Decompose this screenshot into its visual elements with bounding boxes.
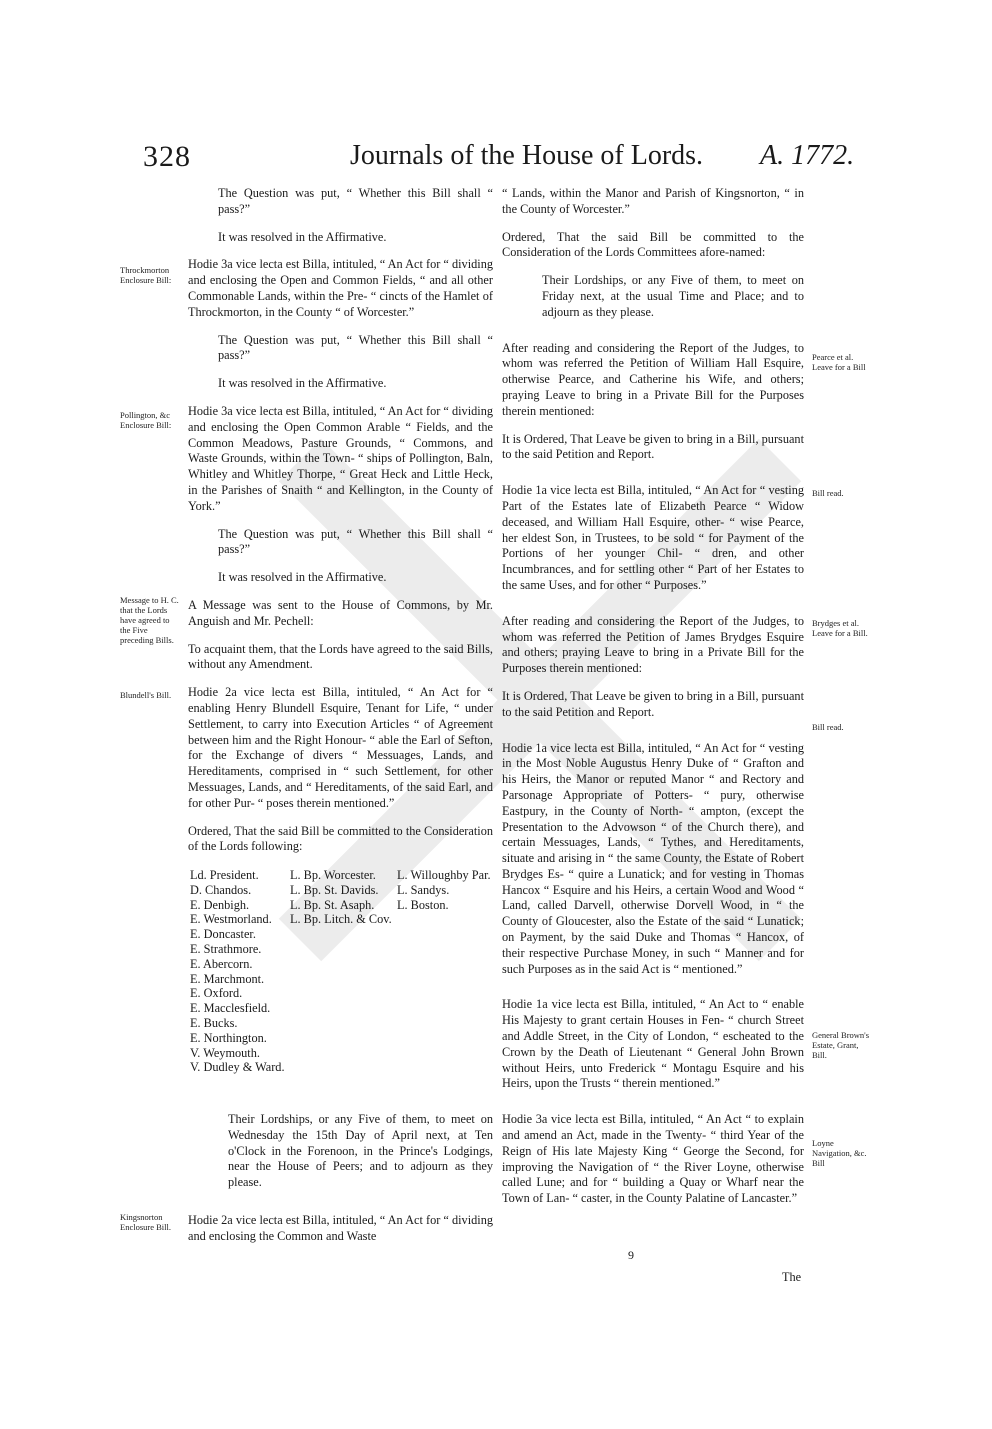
lords-list-col1 xyxy=(190,868,290,1075)
resolved: It was resolved in the Affirmative. xyxy=(218,229,387,244)
bill-entry: Hodie 1a vice lecta est Billa, intituled, “ An Act for “ vesting Part of the Estates late of Elizabeth Pearce “ Widow deceased, and William Hall Esquire, other- “ wise Pearce, her eldest Son, in Trustees, to be sold “ for Payment of the Portions of her younger Chil- “ dren, and other Incumbrances, and for settling other “ Part of her Estates to the same Uses, and for other “ Purposes.” xyxy=(502,483,804,592)
margin-note: Loyne Navigation, &c. Bill xyxy=(812,1138,867,1168)
margin-note: Kingsnorton Enclosure Bill. xyxy=(120,1212,171,1232)
margin-note: Brydges et al. Leave for a Bill. xyxy=(812,618,868,638)
meeting-instruction: Their Lordships, or any Five of them, to meet on Friday next, at the usual Time and Place; and to adjourn as they please. xyxy=(542,273,804,319)
bill-entry: Hodie 3a vice lecta est Billa, intituled, “ An Act for “ dividing and enclosing the Open Common Arable “ Fields, and the Common Meadows, Pasture Grounds, “ Commons, and Waste Grounds, within the Town- “ ships of Pollington, Baln, Whitley and Whitley Thorpe, “ Great Heck and Little Heck, in the Parishes of Snaith “ and Kellington, in the County of York.” xyxy=(188,403,493,513)
lords-list-col2 xyxy=(290,868,400,927)
margin-note: Pearce et al. Leave for a Bill xyxy=(812,352,866,372)
order-entry: It is Ordered, That Leave be given to bring in a Bill, pursuant to the said Petition and Report. xyxy=(502,431,804,462)
lord-name: E. Denbigh. xyxy=(190,897,250,912)
bill-entry: “ Lands, within the Manor and Parish of Kingsnorton, “ in the County of Worcester.” xyxy=(502,186,804,216)
page-number: 328 xyxy=(143,140,191,173)
meeting-instruction: Their Lordships, or any Five of them, to meet on Wednesday the 15th Day of April next, at Ten o'Clock in the Forenoon, in the Prince's Lodgings, near the House of Peers; and to adjourn as they please. xyxy=(228,1112,493,1190)
catchword: The xyxy=(782,1270,802,1284)
lords-list-col3 xyxy=(397,868,497,912)
margin-note: Throckmorton Enclosure Bill: xyxy=(120,265,172,285)
margin-note: Bill read. xyxy=(812,722,844,732)
journal-year: A. 1772. xyxy=(760,140,855,171)
resolved: It was resolved in the Affirmative. xyxy=(218,376,387,391)
left-column xyxy=(188,186,493,867)
margin-note: Pollington, &c Enclosure Bill: xyxy=(120,410,172,430)
bill-entry: Hodie 3a vice lecta est Billa, intituled, “ An Act “ to explain and amend an Act, made in the Twenty- “ third Year of the Reign of His late Majesty King “ George the Second, for improving the Navigation of “ the River Loyne, otherwise called Lune; and for “ building a Quay or Wharf near the Town of Lan- “ caster, in the County Palatine of Lancaster.” xyxy=(502,1112,804,1206)
bill-entry: Hodie 3a vice lecta est Billa, intituled, “ An Act for “ dividing and enclosing the Open and Common Fields, “ and all other Commonable Lands, within the Pre- “ cincts of the Hamlet of Throckmorton, in the County “ of Worcester.” xyxy=(188,257,493,319)
report-entry: After reading and considering the Report of the Judges, to whom was referred the Petition of James Brydges Esquire and others; praying Leave to bring in a Private Bill for the Purposes therein mentioned: xyxy=(502,613,804,676)
lord-name: L. Bp. Litch. & Cov. xyxy=(290,912,392,927)
lord-name: E. Macclesfield. xyxy=(190,1001,271,1016)
lord-name: V. Weymouth. xyxy=(190,1045,260,1060)
lord-name: E. Doncaster. xyxy=(190,927,256,942)
lord-name: L. Willoughby Par. xyxy=(397,868,491,882)
margin-note: Message to H. C. that the Lords have agreed to the Five preceding Bills. xyxy=(120,595,179,645)
lord-name: E. Westmorland. xyxy=(190,912,272,927)
lord-name: E. Oxford. xyxy=(190,986,243,1001)
lord-name: L. Boston. xyxy=(397,897,449,912)
order-entry: It is Ordered, That Leave be given to bring in a Bill, pursuant to the said Petition and Report. xyxy=(502,688,804,719)
lord-name: L. Sandys. xyxy=(397,882,450,897)
left-column-continued xyxy=(188,1112,493,1257)
lord-name: E. Marchmont. xyxy=(190,971,265,986)
bill-entry: Hodie 2a vice lecta est Billa, intituled, “ An Act for “ enabling Henry Blundell Esquire, Tenant for Life, “ under Settlement, to carry into Execution Articles “ of Agreement between him and the Right Honour- “ able the Earl of Sefton, for the Exchange of divers “ Messuages, Lands, and Hereditaments, comprised in “ such Settlement, for other Messuages, Lands, and “ Hereditaments, of the said Earl, and for other Pur- “ poses therein mentioned.” xyxy=(188,685,493,810)
margin-note: Bill read. xyxy=(812,488,844,498)
lord-name: Ld. President. xyxy=(190,868,259,882)
lord-name: V. Dudley & Ward. xyxy=(190,1060,285,1075)
signature-mark: 9 xyxy=(628,1248,634,1262)
lord-name: L. Bp. St. Asaph. xyxy=(290,897,375,912)
right-column xyxy=(502,186,804,1219)
order-entry: Ordered, That the said Bill be committed to the Consideration of the Lords following: xyxy=(188,823,493,854)
report-entry: After reading and considering the Report of the Judges, to whom was referred the Petition of William Hall Esquire, otherwise Pearce, and Catherine his Wife, and others; praying Leave to bring in a Private Bill for the Purposes therein mentioned: xyxy=(502,340,804,418)
question: The Question was put, “ Whether this Bill shall “ pass?” xyxy=(218,186,493,216)
order-entry: Ordered, That the said Bill be committed to the Consideration of the Lords Committees afore-named: xyxy=(502,229,804,260)
lord-name: D. Chandos. xyxy=(190,882,252,897)
message-entry: A Message was sent to the House of Commons, by Mr. Anguish and Mr. Pechell: xyxy=(188,597,493,628)
question: The Question was put, “ Whether this Bill shall “ pass?” xyxy=(218,526,493,557)
lord-name: E. Strathmore. xyxy=(190,941,262,956)
lord-name: E. Bucks. xyxy=(190,1015,238,1030)
bill-entry: Hodie 2a vice lecta est Billa, intituled, “ An Act for “ dividing and enclosing the Common and Waste xyxy=(188,1212,493,1243)
lord-name: E. Northington. xyxy=(190,1030,267,1045)
question: The Question was put, “ Whether this Bill shall “ pass?” xyxy=(218,332,493,363)
lord-name: L. Bp. St. Davids. xyxy=(290,882,379,897)
journal-title: Journals of the House of Lords. xyxy=(350,140,704,171)
lord-name: E. Abercorn. xyxy=(190,956,253,971)
lord-name: L. Bp. Worcester. xyxy=(290,868,376,882)
bill-entry: Hodie 1a vice lecta est Billa, intituled, “ An Act for “ vesting in the Most Noble Augustus Henry Duke of “ Grafton and his Heirs, the Manor or reputed Manor “ and Rectory and Parsonage Appropriate of Potters- “ pury, otherwise Eastpury, in the County of North- “ ampton, (except the Presentation to the Advowson “ of the Church there), and certain Messuages, Lands, “ Tythes, and Hereditaments, situate and arising in “ the same County, the Estate of Robert Brydges Es- “ quire a Lunatick; and for vesting in Thomas Hancox “ Esquire and his Heirs, a certain Wood and Wood “ Land, called Darvell, otherwise Dorvell Wood, in “ the County of Gloucester, also the Estate of the said “ Lunatick; on Payment, by the said Duke and Thomas “ Hancox, of their respective Purchase Money, in such “ Manner and for such Purposes as in the said Act is “ mentioned.” xyxy=(502,740,804,976)
margin-note: General Brown's Estate, Grant, Bill. xyxy=(812,1030,870,1060)
margin-note: Blundell's Bill. xyxy=(120,690,172,700)
resolved: It was resolved in the Affirmative. xyxy=(218,570,387,585)
message-entry: To acquaint them, that the Lords have agreed to the said Bills, without any Amendment. xyxy=(188,641,493,672)
bill-entry: Hodie 1a vice lecta est Billa, intituled, “ An Act to “ enable His Majesty to grant certain Houses in Fen- “ church Street and Addle Street, in the City of London, “ escheated to the Crown by the Death of Lieutenant “ General John Brown without Heirs, unto Frederick “ Montagu Esquire and his Heirs, upon the Trusts “ therein mentioned.” xyxy=(502,997,804,1091)
